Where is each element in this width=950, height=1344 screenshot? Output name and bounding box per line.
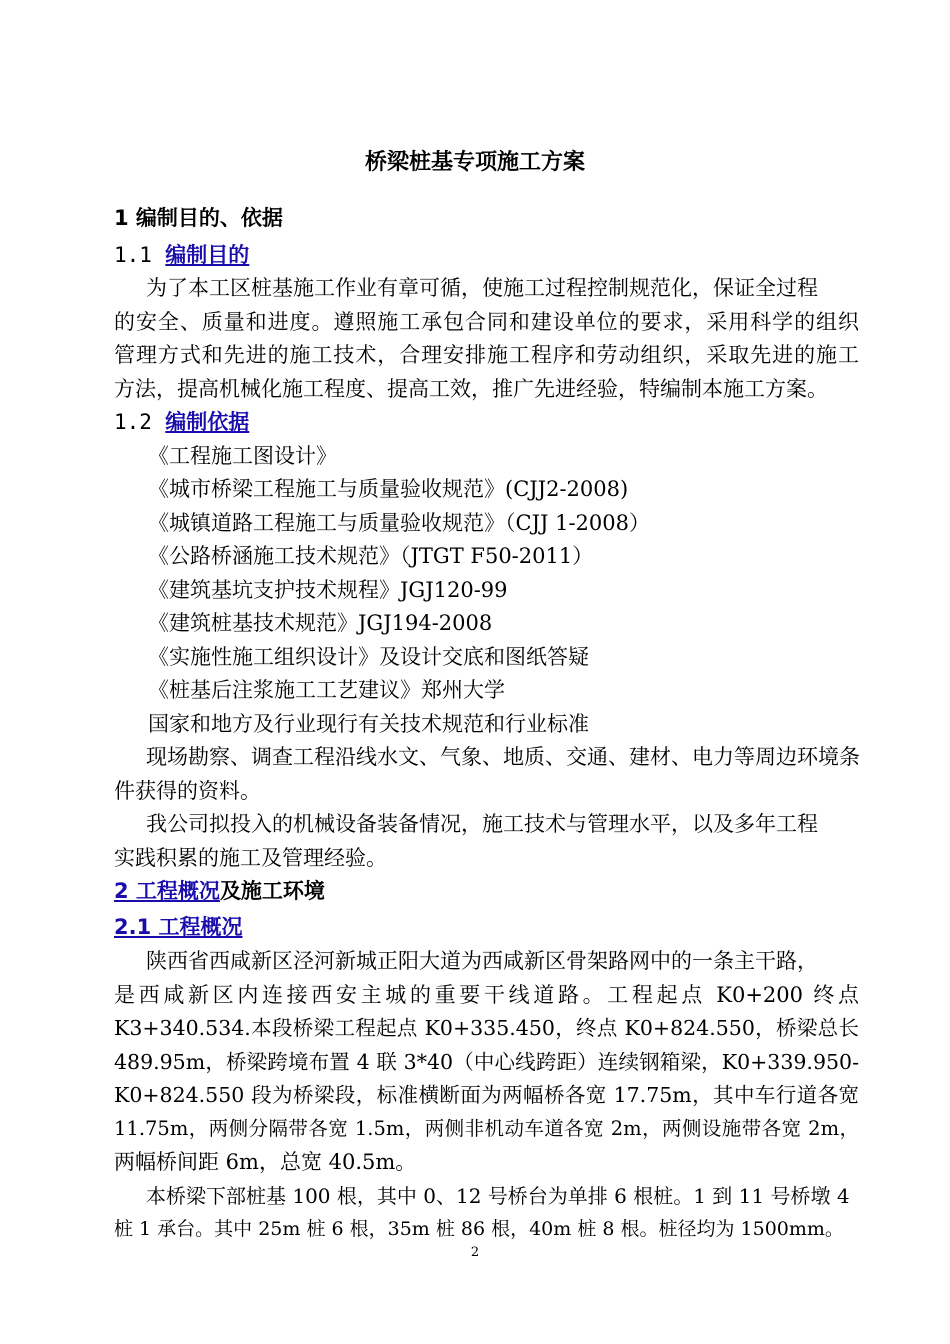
paragraph-line: 我公司拟投入的机械设备装备情况，施工技术与管理水平，以及多年工程 bbox=[146, 812, 818, 836]
reference-item: 《建筑基坑支护技术规程》JGJ120-99 bbox=[148, 578, 508, 602]
reference-item: 《建筑桩基技术规范》JGJ194-2008 bbox=[148, 611, 493, 635]
paragraph-line: 本桥梁下部桩基 100 根，其中 0、12 号桥台为单排 6 根桩。1 到 11 号桥墩 4 bbox=[146, 1184, 850, 1208]
section-1-1-link[interactable]: 编制目的 bbox=[165, 243, 250, 267]
reference-item: 《城镇道路工程施工与质量验收规范》（CJJ 1-2008） bbox=[148, 511, 650, 535]
paragraph-line: 两幅桥间距 6m，总宽 40.5m。 bbox=[114, 1150, 417, 1174]
section-2-heading bbox=[114, 876, 859, 906]
section-1-heading: 1 编制目的、依据 bbox=[114, 206, 283, 230]
reference-item: 《工程施工图设计》 bbox=[148, 444, 337, 468]
paragraph-line: 489.95m，桥梁跨境布置 4 联 3*40（中心线跨距）连续钢箱梁，K0+339.950- bbox=[114, 1050, 859, 1074]
section-2-1-heading bbox=[114, 912, 859, 942]
section-1-2-heading bbox=[114, 407, 859, 437]
reference-item: 国家和地方及行业现行有关技术规范和行业标准 bbox=[148, 712, 589, 736]
section-number: 1.2 bbox=[114, 410, 152, 434]
paragraph-line: 管理方式和先进的施工技术，合理安排施工程序和劳动组织，采取先进的施工 bbox=[114, 343, 859, 367]
paragraph-line: 件获得的资料。 bbox=[114, 779, 261, 803]
paragraph-line: 现场勘察、调查工程沿线水文、气象、地质、交通、建材、电力等周边环境条 bbox=[146, 745, 860, 769]
paragraph-line: 方法，提高机械化施工程度、提高工效，推广先进经验，特编制本施工方案。 bbox=[114, 377, 828, 401]
paragraph-line: K3+340.534.本段桥梁工程起点 K0+335.450，终点 K0+824.550，桥梁总长 bbox=[114, 1016, 859, 1040]
paragraph-line: 实践积累的施工及管理经验。 bbox=[114, 846, 387, 870]
reference-item: 《城市桥梁工程施工与质量验收规范》(CJJ2-2008) bbox=[148, 477, 629, 501]
paragraph-line: 11.75m，两侧分隔带各宽 1.5m，两侧非机动车道各宽 2m，两侧设施带各宽 2m， bbox=[114, 1117, 859, 1140]
document-title: 桥梁桩基专项施工方案 bbox=[364, 150, 585, 175]
paragraph-line: K0+824.550 段为桥梁段，标准横断面为两幅桥各宽 17.75m，其中车行道各宽 bbox=[114, 1083, 859, 1107]
section-number: 1.1 bbox=[114, 243, 152, 267]
reference-item: 《实施性施工组织设计》及设计交底和图纸答疑 bbox=[148, 645, 589, 669]
paragraph-line: 桩 1 承台。其中 25m 桩 6 根，35m 桩 86 根，40m 桩 8 根。桩径均为 1500mm。 bbox=[114, 1218, 844, 1240]
reference-item: 《公路桥涵施工技术规范》（JTGT F50-2011） bbox=[148, 544, 594, 568]
page-number: 2 bbox=[470, 1245, 480, 1260]
section-2-link[interactable]: 2 工程概况 bbox=[114, 879, 220, 903]
section-1-1-heading bbox=[114, 240, 859, 270]
reference-item: 《桩基后注浆施工工艺建议》郑州大学 bbox=[148, 678, 505, 702]
paragraph-line: 是西咸新区内连接西安主城的重要干线道路。工程起点 K0+200 终点 bbox=[114, 983, 859, 1007]
paragraph-line: 为了本工区桩基施工作业有章可循，使施工过程控制规范化，保证全过程 bbox=[146, 276, 818, 300]
section-2-heading-rest: 及施工环境 bbox=[219, 879, 325, 903]
paragraph-line: 的安全、质量和进度。遵照施工承包合同和建设单位的要求，采用科学的组织 bbox=[114, 310, 859, 334]
section-2-1-link[interactable]: 2.1 工程概况 bbox=[114, 915, 243, 939]
paragraph-line: 陕西省西咸新区泾河新城正阳大道为西咸新区骨架路网中的一条主干路， bbox=[146, 949, 818, 973]
section-1-2-link[interactable]: 编制依据 bbox=[165, 410, 250, 434]
